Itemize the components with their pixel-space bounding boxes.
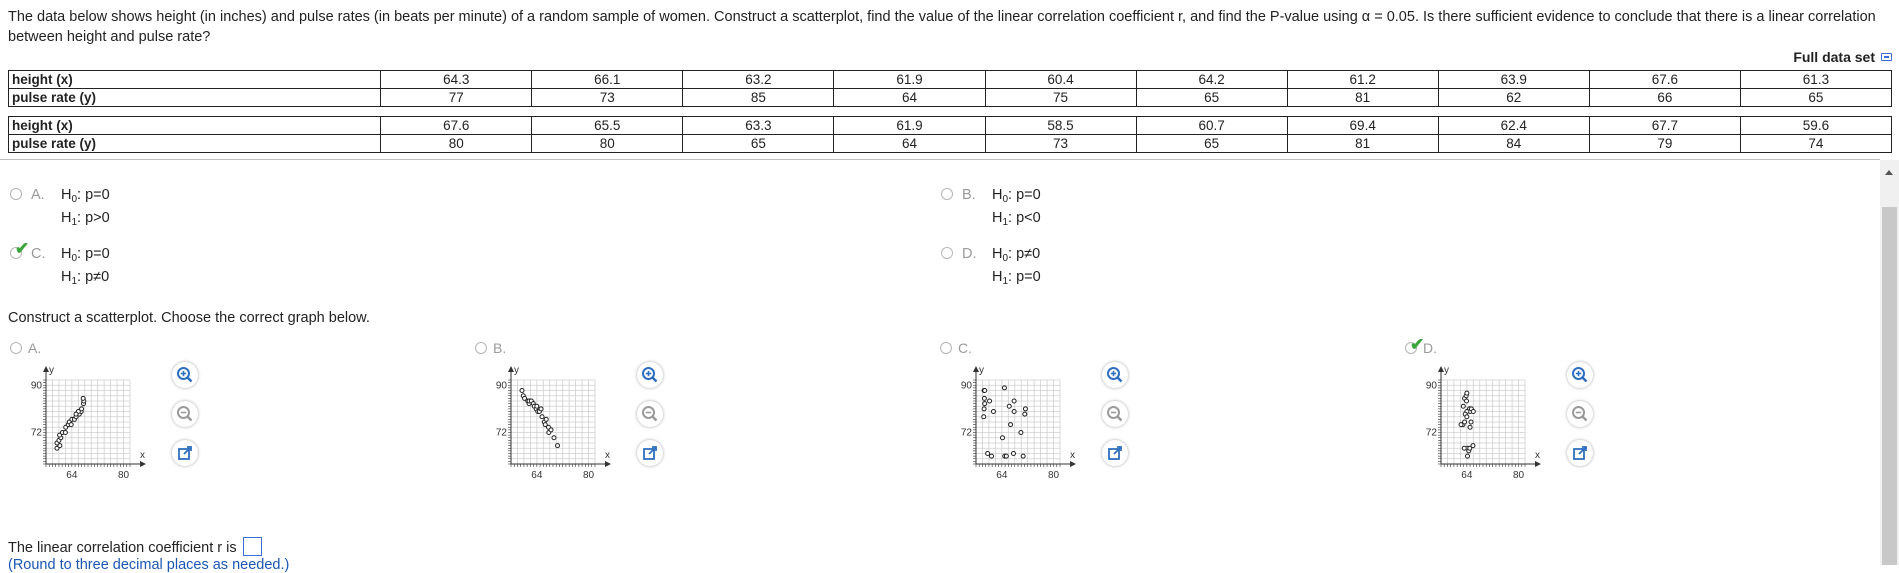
option-letter: A. bbox=[31, 187, 45, 203]
table-cell: 80 bbox=[532, 135, 683, 153]
y-tick-label: 72 bbox=[30, 427, 42, 439]
data-point bbox=[1461, 404, 1465, 408]
zoom-in-icon bbox=[172, 362, 198, 388]
table-cell: 65 bbox=[1740, 89, 1891, 107]
x-arrow-icon bbox=[1070, 461, 1076, 467]
row-label-pulse: pulse rate (y) bbox=[9, 89, 381, 107]
table-cell: 61.3 bbox=[1740, 71, 1891, 89]
zoom-out-button[interactable] bbox=[637, 401, 663, 427]
x-tick-label: 80 bbox=[1512, 470, 1525, 481]
data-point bbox=[1465, 399, 1469, 403]
radio-button[interactable] bbox=[10, 188, 22, 200]
zoom-in-button[interactable] bbox=[1102, 362, 1128, 388]
table-cell: 66.1 bbox=[532, 71, 683, 89]
table-cell: 61.9 bbox=[834, 71, 985, 89]
external-link-icon bbox=[637, 440, 663, 466]
table-cell: 84 bbox=[1438, 135, 1589, 153]
table-cell: 65 bbox=[1136, 89, 1287, 107]
table-cell: 69.4 bbox=[1287, 117, 1438, 135]
table-cell: 64.2 bbox=[1136, 71, 1287, 89]
data-point bbox=[74, 412, 78, 416]
y-tick-label: 90 bbox=[1425, 380, 1437, 392]
null-hypothesis: $H_0$: p=0 bbox=[992, 187, 1041, 205]
null-hypothesis: $H_0$: p=0 bbox=[61, 246, 110, 264]
graph-option-a[interactable] bbox=[10, 340, 410, 510]
scroll-up-icon[interactable] bbox=[1885, 170, 1893, 175]
data-point bbox=[81, 396, 85, 400]
data-point bbox=[1023, 412, 1027, 416]
data-point bbox=[1465, 415, 1469, 419]
external-link-icon bbox=[1567, 440, 1593, 466]
alt-hypothesis: $H_1$: p<0 bbox=[992, 210, 1041, 228]
x-tick-label: 80 bbox=[117, 470, 130, 481]
option-letter: D. bbox=[1423, 340, 1437, 356]
data-point bbox=[990, 454, 994, 458]
data-table-1 bbox=[8, 70, 1892, 107]
y-tick-label: 72 bbox=[960, 427, 972, 439]
table-cell: 85 bbox=[683, 89, 834, 107]
x-tick-label: 80 bbox=[1047, 470, 1060, 481]
data-point bbox=[1004, 454, 1008, 458]
data-point bbox=[539, 407, 543, 411]
zoom-out-icon bbox=[637, 401, 663, 427]
data-point bbox=[552, 436, 556, 440]
table-cell: 79 bbox=[1589, 135, 1740, 153]
table-cell: 64 bbox=[834, 135, 985, 153]
x-axis-label: x bbox=[140, 450, 145, 461]
option-letter: B. bbox=[493, 340, 507, 356]
table-cell: 61.2 bbox=[1287, 71, 1438, 89]
table-cell: 63.9 bbox=[1438, 71, 1589, 89]
zoom-out-icon bbox=[1567, 401, 1593, 427]
graph-option-c[interactable] bbox=[940, 340, 1340, 510]
data-point bbox=[1468, 425, 1472, 429]
x-axis-label: x bbox=[605, 450, 610, 461]
table-row bbox=[9, 71, 1892, 89]
data-point bbox=[540, 415, 544, 419]
y-tick-label: 72 bbox=[1425, 427, 1437, 439]
section-divider bbox=[0, 159, 1880, 160]
y-axis-label: y bbox=[514, 365, 519, 376]
table-cell: 67.6 bbox=[381, 117, 532, 135]
option-letter: C. bbox=[958, 340, 972, 356]
data-point bbox=[1465, 454, 1469, 458]
y-axis-label: y bbox=[979, 365, 984, 376]
data-point bbox=[1009, 423, 1013, 427]
table-cell: 73 bbox=[985, 135, 1136, 153]
data-point bbox=[1021, 454, 1025, 458]
radio-button[interactable] bbox=[941, 188, 953, 200]
popout-button[interactable] bbox=[1102, 440, 1128, 466]
data-point bbox=[1023, 407, 1027, 411]
zoom-in-icon bbox=[1567, 362, 1593, 388]
x-tick-label: 64 bbox=[531, 470, 543, 481]
rounding-note: (Round to three decimal places as needed.) bbox=[8, 557, 290, 573]
zoom-out-icon bbox=[1102, 401, 1128, 427]
popout-button[interactable] bbox=[637, 440, 663, 466]
option-letter: A. bbox=[28, 340, 42, 356]
data-point bbox=[1459, 423, 1463, 427]
table-cell: 81 bbox=[1287, 89, 1438, 107]
table-cell: 66 bbox=[1589, 89, 1740, 107]
x-tick-label: 64 bbox=[66, 470, 78, 481]
data-point bbox=[1465, 391, 1469, 395]
external-link-icon bbox=[172, 440, 198, 466]
table-row bbox=[9, 89, 1892, 107]
option-letter: D. bbox=[962, 246, 977, 262]
alt-hypothesis: $H_1$: p>0 bbox=[61, 210, 110, 228]
grid bbox=[1441, 380, 1525, 464]
correlation-question bbox=[8, 537, 262, 556]
table-cell: 60.7 bbox=[1136, 117, 1287, 135]
check-icon: ✔ bbox=[15, 239, 30, 258]
zoom-out-button[interactable] bbox=[172, 401, 198, 427]
table-cell: 80 bbox=[381, 135, 532, 153]
popout-button[interactable] bbox=[172, 440, 198, 466]
x-tick-label: 64 bbox=[996, 470, 1008, 481]
table-cell: 62.4 bbox=[1438, 117, 1589, 135]
zoom-in-button[interactable] bbox=[1567, 362, 1593, 388]
data-set-icon[interactable] bbox=[1881, 53, 1892, 61]
grid bbox=[511, 380, 595, 464]
table-cell: 63.3 bbox=[683, 117, 834, 135]
table-cell: 65 bbox=[1136, 135, 1287, 153]
scatter-prompt: Construct a scatterplot. Choose the correct graph below. bbox=[8, 310, 370, 326]
y-axis-label: y bbox=[49, 365, 54, 376]
x-arrow-icon bbox=[140, 461, 146, 467]
full-data-set-link[interactable]: Full data set bbox=[1793, 49, 1875, 65]
zoom-out-button[interactable] bbox=[1102, 401, 1128, 427]
check-icon: ✔ bbox=[1410, 335, 1425, 354]
vertical-scrollbar[interactable] bbox=[1880, 160, 1899, 565]
radio-button[interactable] bbox=[940, 342, 952, 354]
y-axis-label: y bbox=[1444, 365, 1449, 376]
table-cell: 64 bbox=[834, 89, 985, 107]
x-axis-label: x bbox=[1070, 450, 1075, 461]
alt-hypothesis: $H_1$: p=0 bbox=[992, 269, 1041, 287]
table-cell: 73 bbox=[532, 89, 683, 107]
radio-button[interactable] bbox=[10, 342, 22, 354]
zoom-in-icon bbox=[1102, 362, 1128, 388]
row-label-height: height (x) bbox=[9, 71, 381, 89]
table-cell: 77 bbox=[381, 89, 532, 107]
table-cell: 64.3 bbox=[381, 71, 532, 89]
table-cell: 67.7 bbox=[1589, 117, 1740, 135]
table-cell: 62 bbox=[1438, 89, 1589, 107]
data-point bbox=[544, 417, 548, 421]
table-row bbox=[9, 135, 1892, 153]
zoom-out-icon bbox=[172, 401, 198, 427]
y-tick-label: 90 bbox=[960, 380, 972, 392]
row-label-height: height (x) bbox=[9, 117, 381, 135]
data-table-2 bbox=[8, 116, 1892, 153]
data-point bbox=[982, 415, 986, 419]
zoom-in-button[interactable] bbox=[637, 362, 663, 388]
answer-prompt: The linear correlation coefficient r is bbox=[8, 540, 237, 556]
data-point bbox=[1012, 410, 1016, 414]
y-tick-label: 72 bbox=[495, 427, 507, 439]
scroll-thumb[interactable] bbox=[1882, 207, 1897, 565]
radio-button[interactable] bbox=[475, 342, 487, 354]
question-text: The data below shows height (in inches) and pulse rates (in beats per minute) of a random sample of women. Construct a scatterplot, find the value of the linear correlation coefficient r, and find the P-value using α = 0.05. Is there sufficient evidence to conclude that there is a linear correlation between height and pulse rate? bbox=[8, 9, 1876, 45]
row-label-pulse: pulse rate (y) bbox=[9, 135, 381, 153]
table-cell: 74 bbox=[1740, 135, 1891, 153]
null-hypothesis: $H_0$: p≠0 bbox=[992, 246, 1041, 264]
graph-option-b[interactable] bbox=[475, 340, 875, 510]
zoom-in-icon bbox=[637, 362, 663, 388]
x-axis-label: x bbox=[1535, 450, 1540, 461]
data-point bbox=[1011, 452, 1015, 456]
data-point bbox=[983, 402, 987, 406]
data-point bbox=[520, 389, 524, 393]
table-cell: 58.5 bbox=[985, 117, 1136, 135]
table-cell: 59.6 bbox=[1740, 117, 1891, 135]
table-cell: 67.6 bbox=[1589, 71, 1740, 89]
table-cell: 65 bbox=[683, 135, 834, 153]
data-point bbox=[1471, 410, 1475, 414]
y-tick-label: 90 bbox=[495, 380, 507, 392]
data-point bbox=[535, 404, 539, 408]
option-letter: C. bbox=[31, 246, 46, 262]
data-point bbox=[1469, 420, 1473, 424]
x-arrow-icon bbox=[1535, 461, 1541, 467]
zoom-in-button[interactable] bbox=[172, 362, 198, 388]
data-point bbox=[1012, 399, 1016, 403]
data-point bbox=[982, 407, 986, 411]
option-letter: B. bbox=[962, 187, 976, 203]
table-row bbox=[9, 117, 1892, 135]
radio-button[interactable] bbox=[941, 247, 953, 259]
data-point bbox=[69, 423, 73, 427]
data-point bbox=[983, 389, 987, 393]
data-point bbox=[982, 396, 986, 400]
popout-button[interactable] bbox=[1567, 440, 1593, 466]
x-arrow-icon bbox=[605, 461, 611, 467]
table-cell: 81 bbox=[1287, 135, 1438, 153]
table-cell: 61.9 bbox=[834, 117, 985, 135]
data-point bbox=[1002, 386, 1006, 390]
x-tick-label: 80 bbox=[582, 470, 595, 481]
r-answer-input[interactable] bbox=[243, 537, 262, 556]
table-cell: 75 bbox=[985, 89, 1136, 107]
data-point bbox=[1000, 436, 1004, 440]
data-point bbox=[63, 431, 67, 435]
external-link-icon bbox=[1102, 440, 1128, 466]
y-tick-label: 90 bbox=[30, 380, 42, 392]
data-point bbox=[556, 444, 560, 448]
x-tick-label: 64 bbox=[1461, 470, 1473, 481]
table-cell: 65.5 bbox=[532, 117, 683, 135]
table-cell: 63.2 bbox=[683, 71, 834, 89]
alt-hypothesis: $H_1$: p≠0 bbox=[61, 269, 110, 287]
data-point bbox=[988, 399, 992, 403]
data-point bbox=[986, 452, 990, 456]
table-cell: 60.4 bbox=[985, 71, 1136, 89]
grid bbox=[46, 380, 130, 464]
null-hypothesis: $H_0$: p=0 bbox=[61, 187, 110, 205]
zoom-out-button[interactable] bbox=[1567, 401, 1593, 427]
data-point bbox=[1471, 444, 1475, 448]
graph-option-d[interactable] bbox=[1405, 335, 1805, 510]
data-point bbox=[1462, 446, 1466, 450]
data-point bbox=[549, 428, 553, 432]
data-point bbox=[1007, 404, 1011, 408]
data-point bbox=[1019, 431, 1023, 435]
data-point bbox=[991, 410, 995, 414]
